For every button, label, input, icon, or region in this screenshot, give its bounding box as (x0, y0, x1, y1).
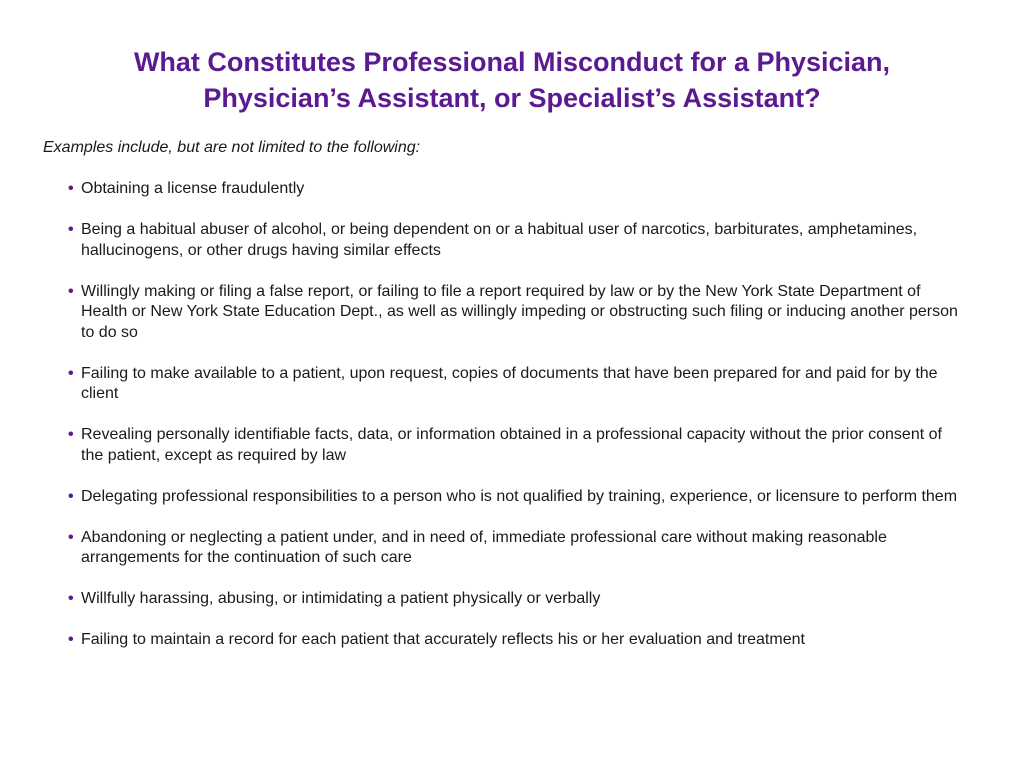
slide-title (60, 44, 964, 116)
bullet-text: Revealing personally identifiable facts, data, or information obtained in a professional capacity without the prior consent of the patient, except as required by law (81, 426, 942, 464)
bullet-dot-icon: • (68, 282, 74, 300)
bullet-item (68, 528, 968, 569)
bullet-item (68, 364, 968, 405)
bullet-item (68, 179, 968, 200)
bullet-dot-icon: • (68, 180, 74, 197)
slide-title-line-2: Physician’s Assistant, or Specialist’s Assistant? (203, 83, 821, 113)
intro-text: Examples include, but are not limited to the following: (43, 139, 421, 156)
bullet-text: Obtaining a license fraudulently (81, 180, 305, 197)
bullet-item (68, 282, 968, 344)
bullet-text: Failing to maintain a record for each patient that accurately reflects his or her evaluation and treatment (81, 631, 805, 648)
bullet-item (68, 589, 968, 610)
bullet-dot-icon: • (68, 426, 74, 443)
bullet-dot-icon: • (68, 631, 74, 648)
bullet-item (68, 487, 968, 508)
bullet-list (68, 179, 968, 671)
slide-title-line-1: What Constitutes Professional Misconduct for a Physician, (133, 47, 891, 77)
bullet-dot-icon: • (68, 487, 74, 505)
bullet-item (68, 220, 968, 261)
bullet-dot-icon: • (68, 364, 74, 382)
bullet-dot-icon: • (68, 590, 74, 607)
bullet-text: Abandoning or neglecting a patient under, and in need of, immediate professional care without making reasonable arrangements for the continuation of such care (81, 528, 887, 566)
bullet-text: Delegating professional responsibilities to a person who is not qualified by training, experience, or licensure to perform them (81, 487, 958, 505)
bullet-text: Failing to make available to a patient, upon request, copies of documents that have been prepared for and paid for by the client (81, 364, 938, 402)
bullet-text: Willfully harassing, abusing, or intimidating a patient physically or verbally (81, 590, 601, 607)
bullet-text: Willingly making or filing a false report, or failing to file a report required by law or by the New York State Department of Health or New York State Education Dept., as well as willingly impeding or obstructing such filing or inducing another person to do so (81, 282, 958, 341)
bullet-dot-icon: • (68, 221, 74, 238)
bullet-item (68, 425, 968, 466)
bullet-item (68, 630, 968, 651)
bullet-text: Being a habitual abuser of alcohol, or being dependent on or a habitual user of narcotics, barbiturates, amphetamines, hallucinogens, or other drugs having similar effects (81, 221, 918, 259)
bullet-dot-icon: • (68, 528, 74, 546)
